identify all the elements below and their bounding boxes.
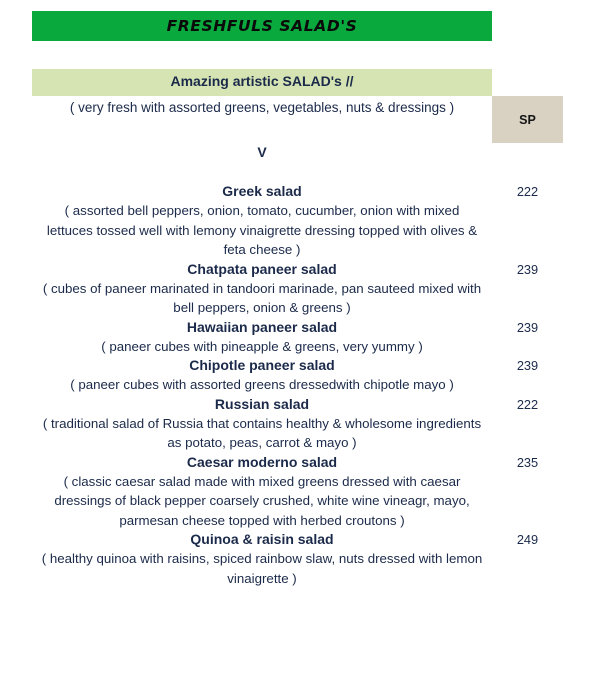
menu-banner-title: FRESHFULS SALAD'S bbox=[166, 17, 358, 35]
menu-item-body bbox=[32, 318, 492, 357]
menu-banner-container bbox=[0, 0, 606, 41]
section-title: Amazing artistic SALAD's // bbox=[170, 73, 354, 89]
menu-item-name: Quinoa & raisin salad bbox=[190, 531, 334, 547]
menu-item-description: ( classic caesar salad made with mixed greens dressed with caesar dressings of black pepper coarsely crushed, white wine vineagr, mayo, parmesan cheese topped with herbed croutons ) bbox=[54, 473, 470, 528]
menu-item-body bbox=[32, 395, 492, 453]
menu-item bbox=[0, 260, 606, 318]
menu-item-body bbox=[32, 356, 492, 395]
section-header bbox=[0, 69, 606, 127]
menu-item-price: 239 bbox=[516, 358, 539, 373]
menu-item-description: ( healthy quinoa with raisins, spiced rainbow slaw, nuts dressed with lemon vinaigrette ) bbox=[41, 551, 483, 586]
veg-marker: V bbox=[257, 144, 267, 160]
menu-item-price: 222 bbox=[516, 396, 539, 412]
menu-item-name: Russian salad bbox=[214, 395, 310, 412]
menu-item bbox=[0, 530, 606, 588]
price-column-header bbox=[492, 96, 563, 143]
menu-item-description: ( assorted bell peppers, onion, tomato, cucumber, onion with mixed lettuces tossed well with lemony vinaigrette dressing topped with olives & feta cheese ) bbox=[46, 203, 478, 257]
section-subtitle: ( very fresh with assorted greens, vegetables, nuts & dressings ) bbox=[69, 100, 455, 115]
section-title-band bbox=[32, 69, 492, 96]
menu-item-description: ( cubes of paneer marinated in tandoori marinade, pan sauteed mixed with bell peppers, onion & greens ) bbox=[42, 280, 482, 315]
menu-item-price: 249 bbox=[516, 532, 539, 547]
menu-item-name: Greek salad bbox=[222, 183, 302, 199]
menu-item-name: Chatpata paneer salad bbox=[187, 260, 337, 277]
menu-item bbox=[0, 453, 606, 531]
menu-item-name: Chipotle paneer salad bbox=[189, 357, 335, 373]
menu-item-name: Hawaiian paneer salad bbox=[186, 318, 338, 335]
menu-item-body bbox=[32, 182, 492, 260]
menu-item bbox=[0, 356, 606, 395]
menu-item-description: ( traditional salad of Russia that contains healthy & wholesome ingredients as potato, peas, carrot & mayo ) bbox=[42, 415, 482, 450]
menu-item bbox=[0, 395, 606, 453]
price-column-header-label: SP bbox=[519, 112, 536, 127]
menu-item-body bbox=[32, 453, 492, 531]
menu-item-body bbox=[32, 530, 492, 588]
menu-item-price: 239 bbox=[516, 319, 539, 335]
menu-item-description: ( paneer cubes with assorted greens dressedwith chipotle mayo ) bbox=[70, 377, 454, 392]
menu-item-list bbox=[0, 182, 606, 588]
menu-item-name: Caesar moderno salad bbox=[186, 453, 338, 470]
menu-item-price: 239 bbox=[516, 261, 539, 277]
menu-item bbox=[0, 318, 606, 357]
menu-item-body bbox=[32, 260, 492, 318]
menu-item-description: ( paneer cubes with pineapple & greens, very yummy ) bbox=[101, 338, 423, 354]
menu-item bbox=[0, 182, 606, 260]
menu-banner bbox=[32, 11, 492, 41]
menu-item-price: 222 bbox=[516, 184, 539, 199]
menu-item-price: 235 bbox=[516, 454, 539, 470]
